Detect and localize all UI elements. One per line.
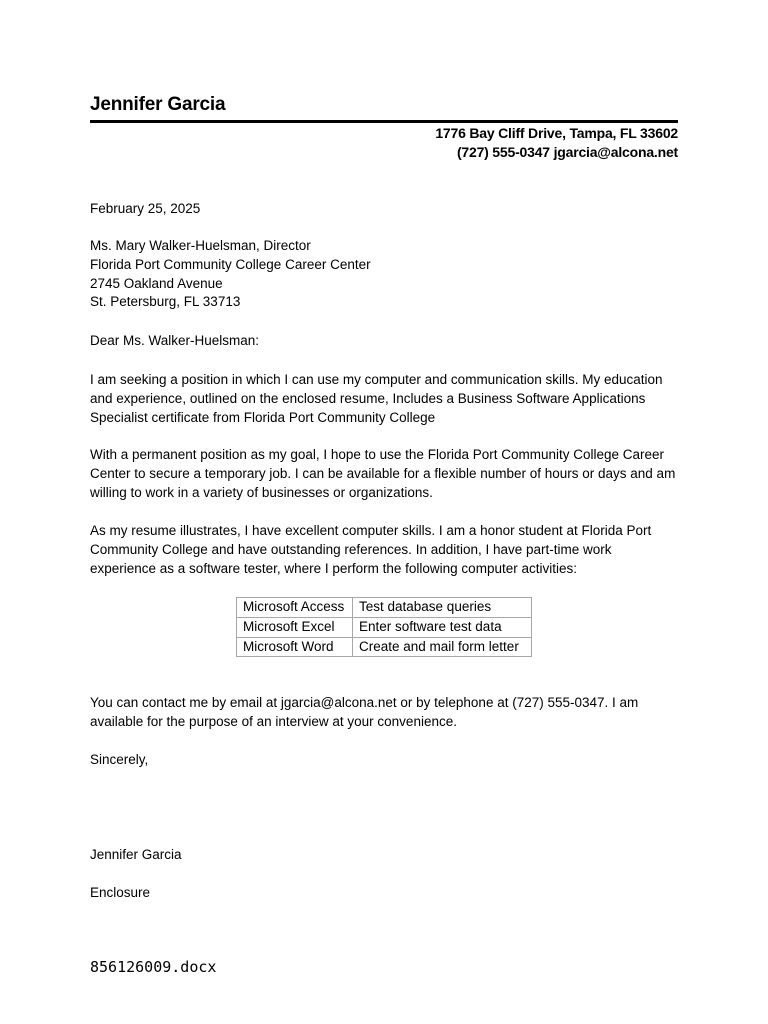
recipient-city: St. Petersburg, FL 33713 (90, 294, 241, 310)
sender-address: 1776 Bay Cliff Drive, Tampa, FL 33602 (435, 125, 678, 141)
table-row (237, 617, 532, 637)
table-cell-activity: Create and mail form letter (353, 637, 532, 657)
recipient-name: Ms. Mary Walker-Huelsman, Director (90, 238, 311, 253)
sender-contact-block (90, 124, 678, 162)
closing: Sincerely, (90, 752, 149, 767)
skills-table (236, 597, 532, 657)
body-paragraph-4: You can contact me by email at jgarcia@alcona.net or by telephone at (727) 555-0347. I am available for the purpose of an interview at your convenience. (90, 695, 639, 729)
signature-name: Jennifer Garcia (90, 847, 182, 862)
body-paragraph-1: I am seeking a position in which I can use my computer and communication skills. My education and experience, outlined on the enclosed resume, Includes a Business Software Applications Specialist certificate from Florida Port Community College (90, 372, 663, 425)
table-cell-software: Microsoft Word (237, 637, 353, 657)
body-paragraph-3: As my resume illustrates, I have excellent computer skills. I am a honor student at Florida Port Community College and have outstanding references. In addition, I have part-time work experience as a software tester, where I perform the following computer activities: (90, 523, 652, 576)
recipient-organization: Florida Port Community College Career Center (90, 256, 371, 272)
recipient-block (90, 237, 680, 312)
file-name-footer: 856126009.docx (90, 958, 217, 976)
table-row (237, 598, 532, 618)
table-cell-activity: Test database queries (353, 598, 532, 618)
header-divider (90, 120, 678, 123)
enclosure-note: Enclosure (90, 885, 151, 900)
sender-phone-email: (727) 555-0347 jgarcia@alcona.net (456, 144, 678, 160)
body-paragraph-2: With a permanent position as my goal, I hope to use the Florida Port Community College Career Center to secure a temporary job. I can be available for a flexible number of hours or days and am willing to work in a variety of businesses or organizations. (90, 447, 676, 500)
letter-date: February 25, 2025 (90, 201, 201, 216)
table-cell-activity: Enter software test data (353, 617, 532, 637)
recipient-street: 2745 Oakland Avenue (90, 275, 223, 291)
table-cell-software: Microsoft Excel (237, 617, 353, 637)
sender-name: Jennifer Garcia (90, 94, 226, 115)
table-row (237, 637, 532, 657)
table-cell-software: Microsoft Access (237, 598, 353, 618)
salutation: Dear Ms. Walker-Huelsman: (90, 333, 260, 348)
